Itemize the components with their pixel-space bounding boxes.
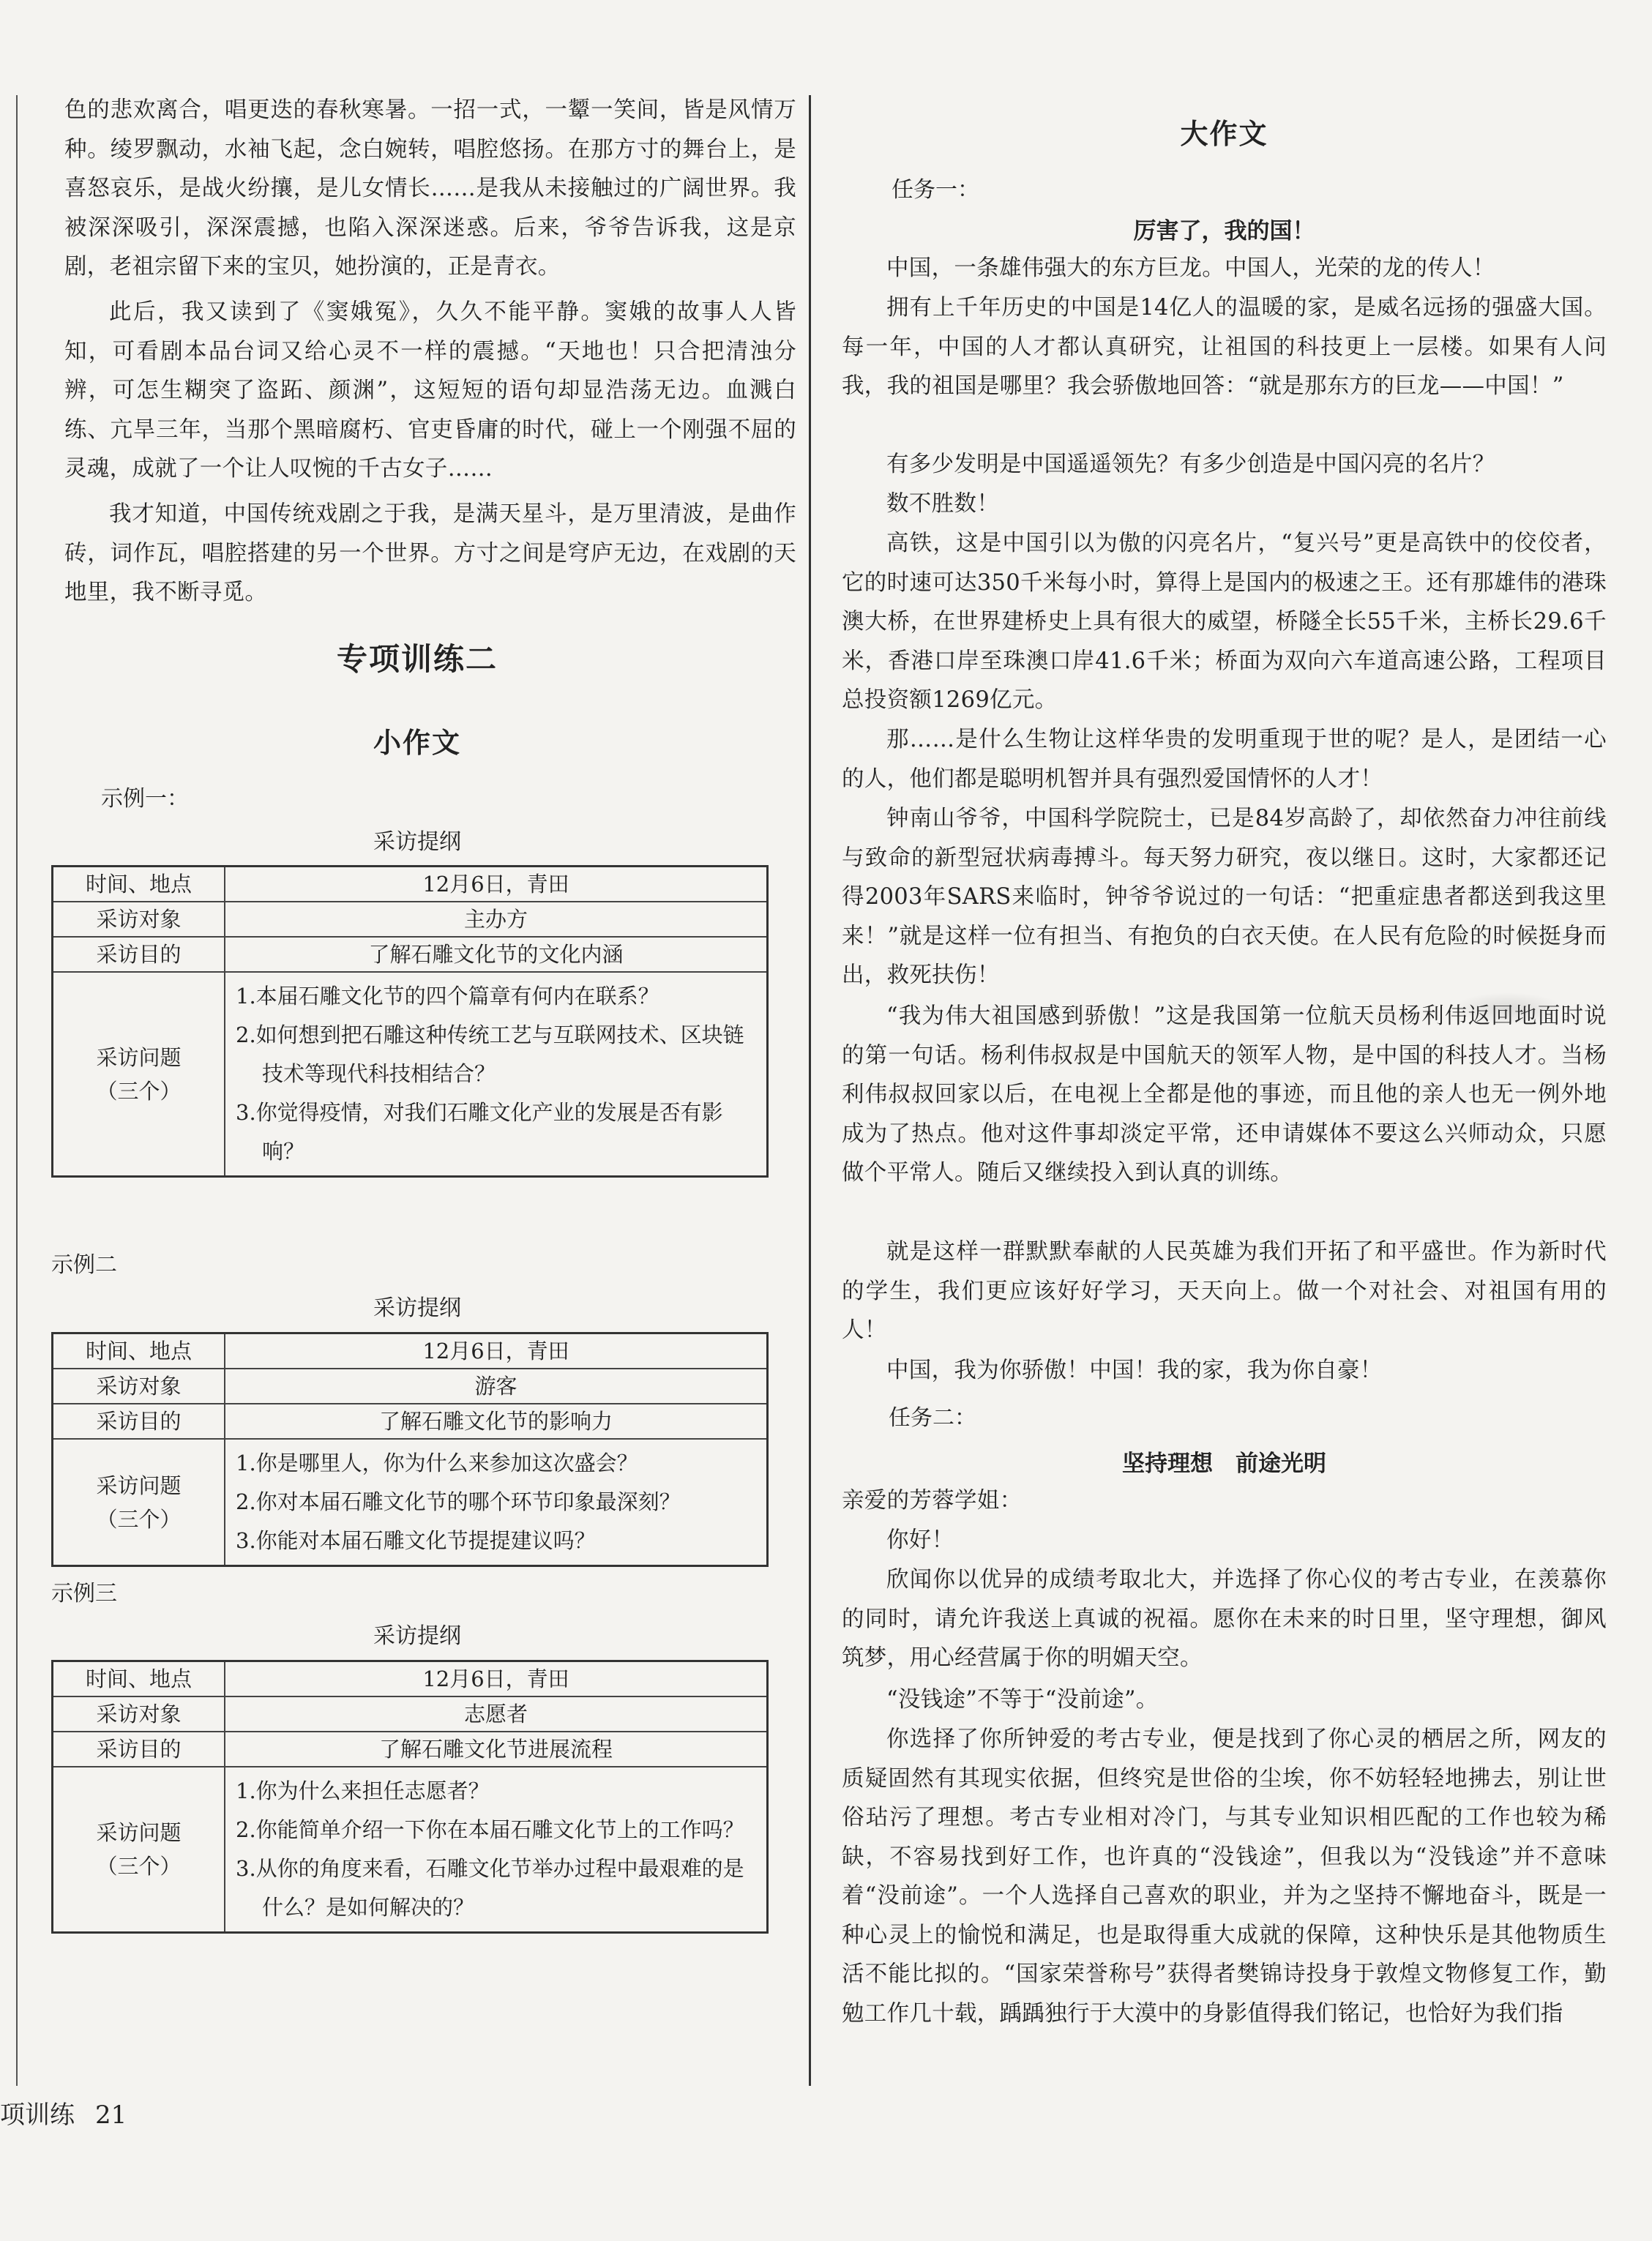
section-title: 专项训练二 xyxy=(336,641,498,677)
interview-table xyxy=(51,865,769,1178)
cell-label: 采访对象 xyxy=(53,902,225,937)
questions-cell xyxy=(225,1439,768,1566)
cell-value: 12月6日，青田 xyxy=(225,1661,768,1697)
page-footer xyxy=(0,2095,127,2130)
paragraph: 色的悲欢离合，唱更迭的春秋寒暑。一招一式，一颦一笑间，皆是风情万种。绫罗飘动，水袖飞起，念白婉转，唱腔悠扬。在那方寸的舞台上，是喜怒哀乐，是战火纷攘，是儿女情长……是我从未接触过的广阔世界。我被深深吸引，深深震撼，也陷入深深迷惑。后来，爷爷告诉我，这是京剧，老祖宗留下来的宝贝，她扮演的，正是青衣。 xyxy=(64,97,796,280)
paragraph: “没钱途”不等于“没前途”。 xyxy=(886,1687,1159,1713)
cell-label: 采访目的 xyxy=(53,1404,225,1439)
cell-label: 采访目的 xyxy=(53,1732,225,1767)
interview-table xyxy=(51,1660,769,1934)
table-caption: 采访提纲 xyxy=(373,1623,461,1649)
question: 2.如何想到把石雕这种传统工艺与互联网技术、区块链技术等现代科技相结合？ xyxy=(236,1022,744,1086)
example-label: 示例三 xyxy=(51,1581,117,1606)
cell-value: 12月6日，青田 xyxy=(225,1333,768,1369)
cell-label: 时间、地点 xyxy=(53,1333,225,1369)
interview-table xyxy=(51,1332,769,1567)
paragraph: 有多少发明是中国遥遥领先？有多少创造是中国闪亮的名片？ xyxy=(886,452,1495,477)
cell-value: 了解石雕文化节的影响力 xyxy=(225,1404,768,1439)
subsection-title: 小作文 xyxy=(373,726,461,759)
cell-label: 时间、地点 xyxy=(53,867,225,902)
salutation: 亲爱的芳蓉学姐： xyxy=(842,1488,1023,1514)
task-label: 任务二： xyxy=(889,1405,976,1431)
question: 3.你能对本届石雕文化节提提建议吗？ xyxy=(236,1528,596,1553)
questions-count: （三个） xyxy=(96,1506,182,1532)
essay-title: 坚持理想 前途光明 xyxy=(1122,1451,1326,1477)
questions-label: 采访问题 xyxy=(96,1820,182,1845)
cell-label: 采访对象 xyxy=(53,1369,225,1404)
paragraph: 欣闻你以优异的成绩考取北大，并选择了你心仪的考古专业，在羡慕你的同时，请允许我送上真诚的祝福。愿你在未来的时日里，坚守理想，御风筑梦，用心经营属于你的明媚天空。 xyxy=(842,1567,1607,1671)
paragraph: 我才知道，中国传统戏剧之于我，是满天星斗，是万里清波，是曲作砖，词作瓦，唱腔搭建的另一个世界。方寸之间是穹庐无边，在戏剧的天地里，我不断寻觅。 xyxy=(64,501,796,605)
table-caption: 采访提纲 xyxy=(373,1295,461,1321)
example-label: 示例一： xyxy=(101,786,189,812)
question: 2.你能简单介绍一下你在本届石雕文化节上的工作吗？ xyxy=(236,1817,744,1842)
table-caption: 采访提纲 xyxy=(373,829,461,855)
footer-text: 项训练 xyxy=(0,2100,75,2130)
example-label: 示例二 xyxy=(51,1252,117,1278)
paragraph: 中国，我为你骄傲！中国！我的家，我为你自豪！ xyxy=(886,1358,1383,1383)
question: 3.从你的角度来看，石雕文化节举办过程中最艰难的是什么？是如何解决的？ xyxy=(236,1856,744,1920)
paragraph: 那……是什么生物让这样华贵的发明重现于世的呢？是人，是团结一心的人，他们都是聪明机智并具有强烈爱国情怀的人才！ xyxy=(842,727,1607,792)
cell-value: 志愿者 xyxy=(225,1696,768,1732)
cell-label: 采访目的 xyxy=(53,937,225,972)
section-title: 大作文 xyxy=(1180,117,1268,150)
questions-label: 采访问题 xyxy=(96,1473,182,1498)
question: 3.你觉得疫情，对我们石雕文化产业的发展是否有影响？ xyxy=(236,1100,723,1164)
paragraph: 拥有上千年历史的中国是14亿人的温暖的家，是威名远扬的强盛大国。每一年，中国的人才都认真研究，让祖国的科技更上一层楼。如果有人问我，我的祖国是哪里？我会骄傲地回答：“就是那东方的巨龙——中国！” xyxy=(842,295,1607,399)
questions-count: （三个） xyxy=(96,1854,182,1879)
question: 1.你为什么来担任志愿者？ xyxy=(236,1778,490,1803)
questions-count: （三个） xyxy=(96,1078,182,1104)
paragraph: 就是这样一群默默奉献的人民英雄为我们开拓了和平盛世。作为新时代的学生，我们更应该好好学习，天天向上。做一个对社会、对祖国有用的人！ xyxy=(842,1239,1607,1343)
cell-label xyxy=(53,1439,225,1566)
paragraph: 高铁，这是中国引以为傲的闪亮名片，“复兴号”更是高铁中的佼佼者，它的时速可达350千米每小时，算得上是国内的极速之王。还有那雄伟的港珠澳大桥，在世界建桥史上具有很大的威望，桥隧全长55千米，主桥长29.6千米，香港口岸至珠澳口岸41.6千米；桥面为双向六车道高速公路，工程项目总投资额1269亿元。 xyxy=(842,531,1607,713)
paragraph: 你好！ xyxy=(886,1527,954,1553)
paragraph: “我为伟大祖国感到骄傲！”这是我国第一位航天员杨利伟返回地面时说的第一句话。杨利伟叔叔是中国航天的领军人物，是中国的科技人才。当杨利伟叔叔回家以后，在电视上全都是他的事迹，而且他的亲人也无一例外地成为了热点。他对这件事却淡定平常，还申请媒体不要这么兴师动众，只愿做个平常人。随后又继续投入到认真的训练。 xyxy=(842,1003,1607,1186)
cell-label xyxy=(53,1767,225,1933)
question: 1.本届石雕文化节的四个篇章有何内在联系？ xyxy=(236,984,659,1009)
questions-cell xyxy=(225,972,768,1177)
paragraph: 中国，一条雄伟强大的东方巨龙。中国人，光荣的龙的传人！ xyxy=(886,255,1495,281)
cell-value: 游客 xyxy=(225,1369,768,1404)
cell-value: 了解石雕文化节进展流程 xyxy=(225,1732,768,1767)
cell-label: 采访对象 xyxy=(53,1696,225,1732)
question: 1.你是哪里人，你为什么来参加这次盛会？ xyxy=(236,1451,638,1475)
ink-smudge xyxy=(1453,992,1563,1025)
page-edge-line xyxy=(16,95,18,2086)
column-divider xyxy=(809,95,811,2086)
cell-value: 了解石雕文化节的文化内涵 xyxy=(225,937,768,972)
paragraph: 你选择了你所钟爱的考古专业，便是找到了你心灵的栖居之所，网友的质疑固然有其现实依据，但终究是世俗的尘埃，你不妨轻轻地拂去，别让世俗玷污了理想。考古专业相对冷门，与其专业知识相匹配的工作也较为稀缺，不容易找到好工作，也许真的“没钱途”，但我以为“没钱途”并不意味着“没前途”。一个人选择自己喜欢的职业，并为之坚持不懈地奋斗，既是一种心灵上的愉悦和满足，也是取得重大成就的保障，这种快乐是其他物质生活不能比拟的。“国家荣誉称号”获得者樊锦诗投身于敦煌文物修复工作，勤勉工作几十载，踽踽独行于大漠中的身影值得我们铭记，也恰好为我们指 xyxy=(842,1726,1607,2027)
questions-label: 采访问题 xyxy=(96,1044,182,1070)
essay-title: 厉害了，我的国！ xyxy=(1133,218,1315,244)
questions-cell xyxy=(225,1767,768,1933)
question: 2.你对本届石雕文化节的哪个环节印象最深刻？ xyxy=(236,1489,681,1514)
paragraph: 数不胜数！ xyxy=(886,491,999,517)
cell-label xyxy=(53,972,225,1177)
cell-value: 12月6日，青田 xyxy=(225,867,768,902)
paragraph: 钟南山爷爷，中国科学院院士，已是84岁高龄了，却依然奋力冲往前线与致命的新型冠状病毒搏斗。每天努力研究，夜以继日。这时，大家都还记得2003年SARS来临时，钟爷爷说过的一句话：“把重症患者都送到我这里来！”就是这样一位有担当、有抱负的白衣天使。在人民有危险的时候挺身而出，救死扶伤！ xyxy=(842,806,1607,988)
page-number: 21 xyxy=(95,2100,127,2130)
task-label: 任务一： xyxy=(892,177,979,203)
cell-label: 时间、地点 xyxy=(53,1661,225,1697)
cell-value: 主办方 xyxy=(225,902,768,937)
paragraph: 此后，我又读到了《窦娥冤》，久久不能平静。窦娥的故事人人皆知，可看剧本品台词又给心灵不一样的震撼。“天地也！只合把清浊分辨，可怎生糊突了盗跖、颜渊”，这短短的语句却显浩荡无边。血溅白练、亢旱三年，当那个黑暗腐朽、官吏昏庸的时代，碰上一个刚强不屈的灵魂，成就了一个让人叹惋的千古女子…… xyxy=(64,299,796,482)
